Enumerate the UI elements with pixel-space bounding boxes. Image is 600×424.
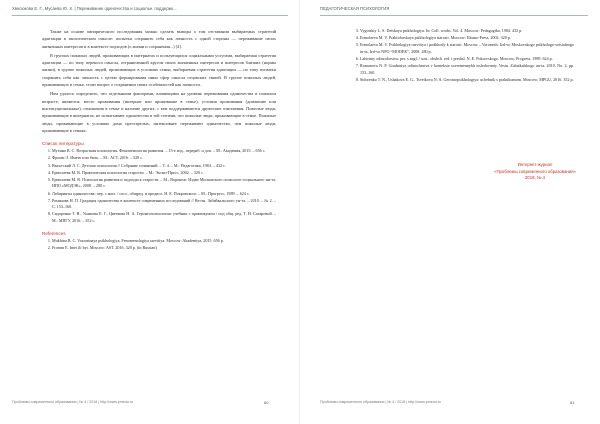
reference-item: 3. Vygotskiy L. S. Detskaya psikhologiya. In: Coll. works. Vol. 4. Moscow: Pedagogika, 1984. 432 p. <box>360 28 574 34</box>
literature-list <box>42 148 276 224</box>
body-paragraph-1: Также на основе эмпирического исследования можно сделать выводы о том отставании выбираемых стратегий адаптации в экологическом смысле: попытки сохранить себя как личность с одной стороны — переживание своих жизненных интересов и в контексте подходов (о жизни и сохранения...) [4]. <box>42 29 276 49</box>
citation-line: Интернет-журнал <box>517 162 553 167</box>
header-rule-left <box>12 15 288 16</box>
header-rule-right <box>320 15 588 16</box>
literature-item: 8. Сидоренко Т. Н., Ушакова Е. Г., Цветкова Н. А. Геронтопсихология: учебник с практикумом / под общ. ред. Т. Н. Сахаровой. – М.: МПГУ, 2016. – 352 с. <box>52 211 276 224</box>
journal-citation <box>480 162 590 182</box>
footer-left: Проблемы современного образования | № 4 / 2018 | http://www.pmedu.ru <box>12 400 133 404</box>
literature-item: 2. Фромм Э. Иметь или быть. – М.: АСТ, 2016. – 320 с. <box>52 155 276 161</box>
footer-right: Проблемы современного образования | № 4 / 2018 | http://www.pmedu.ru <box>320 400 441 404</box>
literature-heading: Список литературы <box>42 141 84 147</box>
right-content <box>348 28 574 84</box>
body-paragraph-2: В группах пожилых людей, проживающих в интернатах и пользующихся социальными услугами, выбираемая стратегия адаптации — по типу переноса смысла, отграниченной кругом своих жизненных интересов и интересов близких (нормы жизни), в группе пожилых людей, проживающих в условиях семьи, выбираемая стратегия адаптации — по типу попытки сохранить себя как личность с целью формирования иных сфер смысла отцовских связей. В группе пожилых людей, проживающих в семье, стоит вопрос о сохранении своих особенностей как личности. <box>42 52 276 88</box>
reference-item: 8. Sidorenko T. N., Ushakova E. G., Tsvetkova N. A. Gerontopsikhologiya: uchebnik s praktikumom. Moscow: MPGU, 2016. 352 p. <box>360 77 574 83</box>
reference-item: 1. Mukhina B. C. Vozrastnaya psikhologiya. Fenomenologiya razvitiya. Moscow: Akademiya, 2015. 656 p. <box>52 238 276 244</box>
literature-item: 6. Лабиринты одиночества: пер. с англ. / сост., общред. и предисл. Н. Е. Покровского. – М.: Прогресс, 1989. – 624 с. <box>52 191 276 197</box>
citation-line: 2018, № 4 <box>524 175 546 181</box>
reference-item: 5. Ermolaeva M. V. Psikhologiya razvitiya i podkhody k starosti. Moscow – Voronezh: Izd-vo Moskovskogo psikhologo-sotsialnogo in-ta, Izd-vo NPO “MODEK”, 2008. 280 p. <box>360 42 574 55</box>
page-number-left: 60 <box>264 400 269 405</box>
page-number-right: 61 <box>570 400 575 405</box>
literature-item: 3. Выготский Л. С. Детская психология // Собрание сочинений. – Т. 4. – М.: Педагогика, 1984. – 432 с. <box>52 163 276 169</box>
literature-item: 5. Ермолаева М. В. Психология развития и подходы к старости. – М.; Воронеж: Издво Московского психолого-социального ин-та, НПО «МОДЭК», 2008. – 280 с. <box>52 177 276 190</box>
body-paragraph-3: Нам удалось определить, что отдельными факторами, влияющими на уровень переживания одиночества в пожилом возрасте, являются: место проживания (интернат или проживание в семье), условия проживания (домашние или институциональные), отношения в семье и наличие других, с кем поддерживаются дружеские отношения. Пожилые люди, проживающие в интернатах, не испытывают одиночества в той степени, что пожилые люди, проживающие в семье. Пожилые люди, проживающие в условиях дома престарелых, интенсивнее переживают одиночество, чем пожилые люди, проживающие в семьях. <box>42 91 276 133</box>
citation-line: «Проблемы современного образования» <box>494 168 576 174</box>
reference-item: 6. Labirinty odinochestva: per. s angl. / sost., obshch. red. i predisl. N. E. Pokrovskogo. Moscow: Progress, 1989. 624 p. <box>360 56 574 62</box>
reference-item: 7. Romanova N. P. Gradatsiya odinochestva v kontekste sovremennykh issledovaniy. Vestn. Zabaikalskogo un-ta. 2010. No. 2, pp. 153–160. <box>360 63 574 76</box>
literature-item: 4. Ермолаева М. В. Практическая психология старости. – М.: Эксмо-Пресс, 2002. – 320 с. <box>52 170 276 176</box>
references-continued-list <box>348 28 574 83</box>
reference-item: 4. Ermolaeva M. V. Prakticheskaya psikhologiya starosti. Moscow: Eksmo-Press, 2002. 320 p. <box>360 35 574 41</box>
running-header-left: Хвесюкова Е. Г., Мусаева Ю. Х. | Переживание одиночества и социальн. поддержк... <box>12 6 177 11</box>
right-page <box>300 0 600 424</box>
left-content <box>42 28 276 253</box>
references-heading: References <box>42 231 66 237</box>
running-header-right: ПЕДАГОГИЧЕСКАЯ ПСИХОЛОГИЯ <box>320 6 390 11</box>
references-list <box>42 238 276 252</box>
reference-item: 2. Fromm E. Imet ili byt. Moscow: AST, 2016. 320 p. (in Russian) <box>52 245 276 251</box>
literature-item: 1. Мухина В. С. Возрастная психология. Феноменология развития. – 15-е изд., перераб. и доп. – М.: Академия, 2015. – 656 с. <box>52 148 276 154</box>
literature-item: 7. Романова Н. П. Градация одиночества в контексте современных исследований // Вестн. Забайкальского ун-та. – 2010. – № 2. – С. 153–160. <box>52 198 276 211</box>
